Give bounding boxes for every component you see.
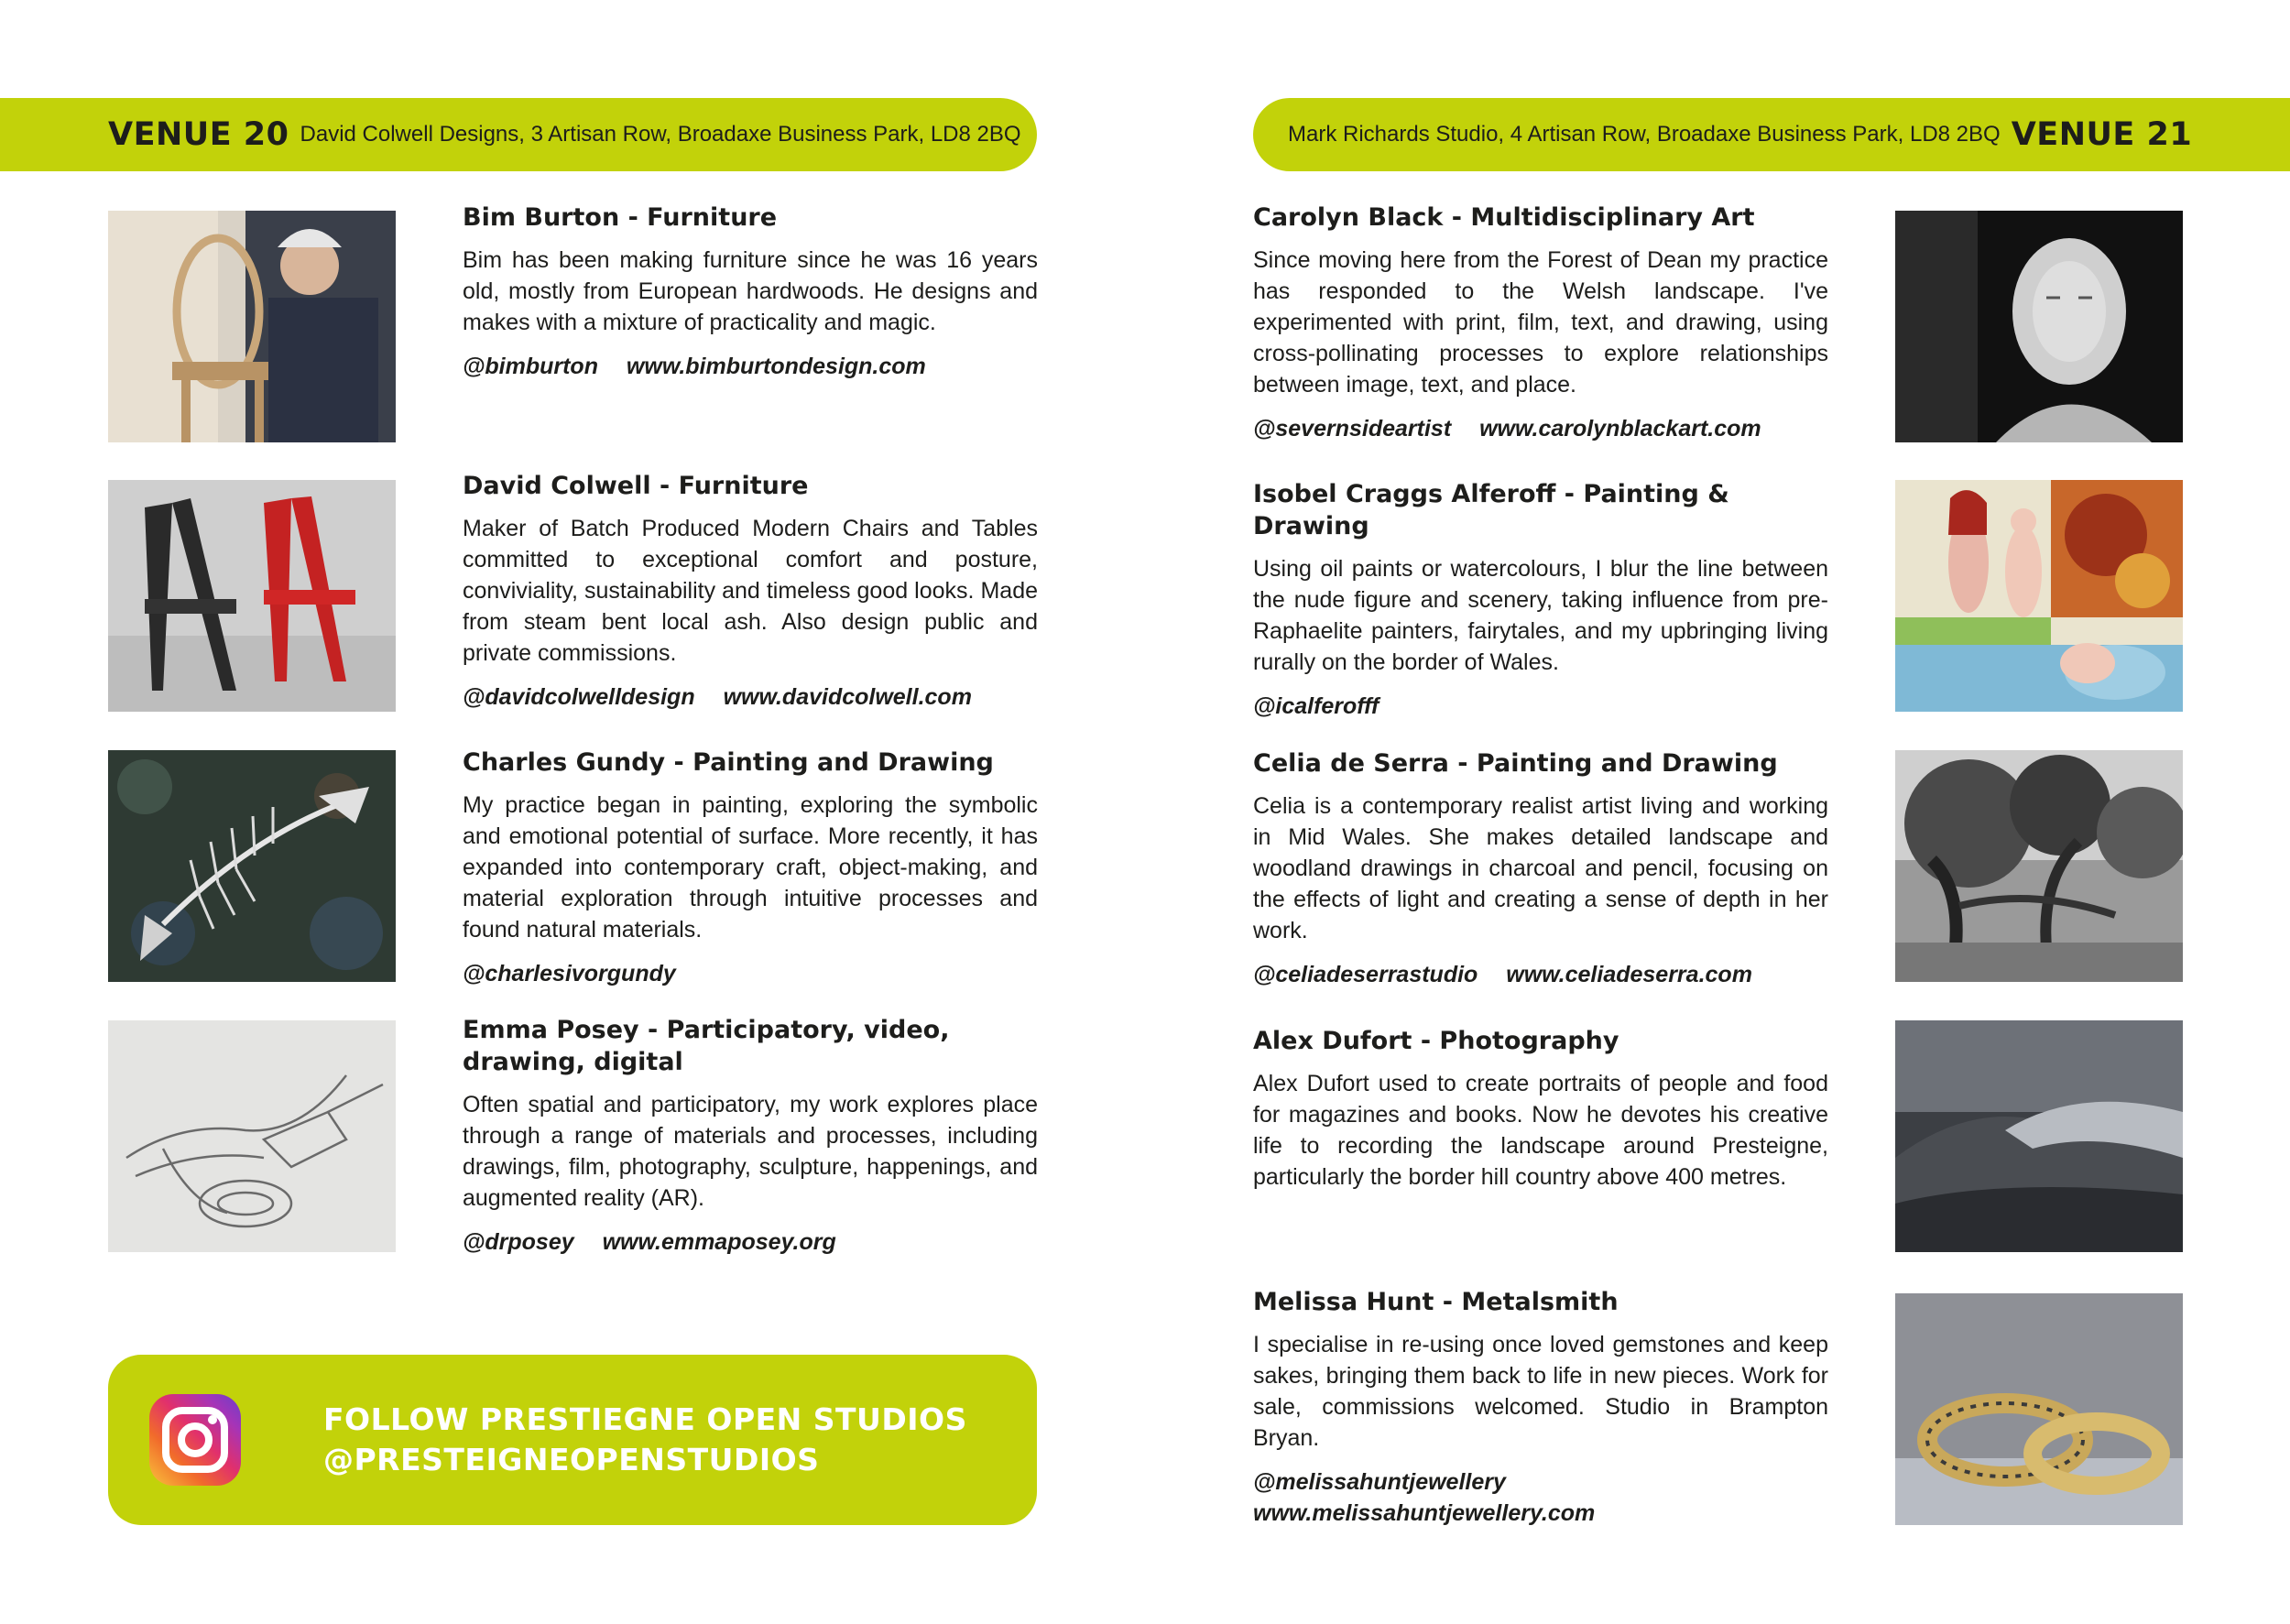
artist-social[interactable]: @celiadeserrastudio <box>1253 962 1478 987</box>
artist-website[interactable]: www.bimburtondesign.com <box>626 354 926 379</box>
artist-entry <box>1253 1025 1828 1193</box>
artist-title: Carolyn Black - Multidisciplinary Art <box>1253 203 1755 232</box>
artist-social[interactable]: @bimburton <box>463 354 598 379</box>
artist-title: David Colwell - Furniture <box>463 472 809 500</box>
artist-links <box>463 1226 1038 1258</box>
artist-title: Alex Dufort - Photography <box>1253 1027 1619 1055</box>
follow-line-1: FOLLOW PRESTIEGNE OPEN STUDIOS <box>323 1401 967 1437</box>
artist-links <box>1253 413 1828 444</box>
artist-description: Maker of Batch Produced Modern Chairs and Tables committed to exceptional comfort and posture, conviviality, sustainability and timeless good looks. Made from steam bent local ash. Also design public and private commissions. <box>463 516 1038 666</box>
artist-social[interactable]: @severnsideartist <box>1253 416 1452 441</box>
artist-entry <box>463 747 1038 989</box>
artist-social[interactable]: @davidcolwelldesign <box>463 684 695 710</box>
hill-landscape-photo <box>1895 1020 2183 1252</box>
instagram-icon[interactable] <box>149 1394 241 1486</box>
artist-social[interactable]: @drposey <box>463 1229 574 1255</box>
artist-links <box>463 351 1038 382</box>
follow-text <box>323 1400 967 1480</box>
artist-description: Since moving here from the Forest of Dean my practice has responded to the Welsh landscape. I've experimented with print, film, text, and drawing, using cross-pollinating processes to explore relationships between image, text, and place. <box>1253 247 1828 398</box>
artist-website[interactable]: www.carolynblackart.com <box>1479 416 1761 441</box>
artist-social[interactable]: @charlesivorgundy <box>463 961 676 986</box>
artist-description: Bim has been making furniture since he was 16 years old, mostly from European hardwoods. He designs and makes with a mixture of practicality and magic. <box>463 247 1038 335</box>
venue-21-address: Mark Richards Studio, 4 Artisan Row, Broadaxe Business Park, LD8 2BQ <box>1288 122 2001 147</box>
venue-21-banner <box>1253 98 2290 171</box>
artist-entry <box>1253 478 1828 722</box>
figure-painting-photo <box>1895 480 2183 712</box>
pencil-drawing-photo <box>108 1020 396 1252</box>
artist-title: Isobel Craggs Alferoff - Painting & Drawing <box>1253 480 1729 540</box>
artist-links <box>1253 691 1828 722</box>
portrait-photo <box>1895 211 2183 442</box>
venue-20-banner <box>0 98 1037 171</box>
follow-handle[interactable]: @PRESTEIGNEOPENSTUDIOS <box>323 1442 820 1477</box>
artist-entry <box>1253 1286 1828 1529</box>
artist-description: Celia is a contemporary realist artist living and working in Mid Wales. She makes detailed landscape and woodland drawings in charcoal and pencil, focusing on the effects of light and creating a sense of depth in her work. <box>1253 793 1828 943</box>
rings-photo <box>1895 1293 2183 1525</box>
artist-description: Using oil paints or watercolours, I blur the line between the nude figure and scenery, taking influence from pre-Raphaelite painters, fairytales, and my upbringing living rurally on the border of Wales. <box>1253 556 1828 675</box>
artist-website[interactable]: www.melissahuntjewellery.com <box>1253 1500 1596 1526</box>
artist-title: Charles Gundy - Painting and Drawing <box>463 748 994 777</box>
artist-description: Often spatial and participatory, my work explores place through a range of materials and processes, including drawings, film, photography, sculpture, happenings, and augmented reality (AR). <box>463 1092 1038 1211</box>
artist-links <box>463 681 1038 713</box>
artist-website[interactable]: www.celiadeserra.com <box>1506 962 1752 987</box>
artist-title: Emma Posey - Participatory, video, drawing, digital <box>463 1016 950 1076</box>
chairs-photo <box>108 480 396 712</box>
artist-social[interactable]: @icalferofff <box>1253 693 1379 719</box>
artist-links <box>1253 1466 1828 1529</box>
artist-entry <box>463 202 1038 382</box>
artist-social[interactable]: @melissahuntjewellery <box>1253 1469 1506 1495</box>
artist-title: Celia de Serra - Painting and Drawing <box>1253 749 1778 778</box>
artist-website[interactable]: www.davidcolwell.com <box>723 684 972 710</box>
artist-links <box>1253 959 1828 990</box>
artist-website[interactable]: www.emmaposey.org <box>602 1229 836 1255</box>
artist-entry <box>1253 202 1828 444</box>
fish-skeleton-photo <box>108 750 396 982</box>
venue-20-address: David Colwell Designs, 3 Artisan Row, Broadaxe Business Park, LD8 2BQ <box>300 122 1021 147</box>
artist-links <box>463 958 1038 989</box>
artist-title: Bim Burton - Furniture <box>463 203 778 232</box>
artist-description: I specialise in re-using once loved gemstones and keep sakes, bringing them back to life in new pieces. Work for sale, commissions welcomed. Studio in Brampton Bryan. <box>1253 1332 1828 1451</box>
artist-title: Melissa Hunt - Metalsmith <box>1253 1288 1619 1316</box>
woodland-drawing-photo <box>1895 750 2183 982</box>
venue-20-label: VENUE 20 <box>108 116 289 153</box>
artist-entry <box>463 470 1038 713</box>
follow-banner[interactable] <box>108 1355 1037 1525</box>
venue-21-label: VENUE 21 <box>2011 116 2193 153</box>
artist-entry <box>463 1014 1038 1258</box>
artist-description: My practice began in painting, exploring the symbolic and emotional potential of surface. More recently, it has expanded into contemporary craft, object-making, and material exploration through intuitive processes and found natural materials. <box>463 792 1038 943</box>
artist-description: Alex Dufort used to create portraits of people and food for magazines and books. Now he devotes his creative life to recording the landscape around Presteigne, particularly the border hill country above 400 metres. <box>1253 1071 1828 1190</box>
artist-entry <box>1253 747 1828 990</box>
furniture-maker-photo <box>108 211 396 442</box>
